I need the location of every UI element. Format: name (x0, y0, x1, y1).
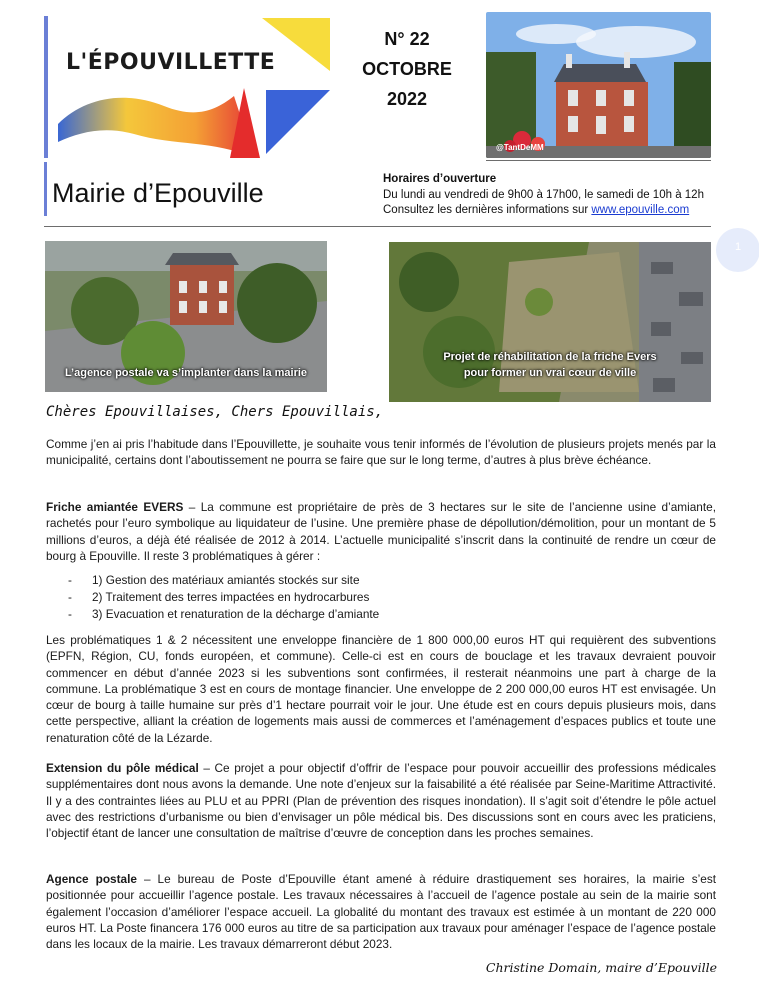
hours-line: Du lundi au vendredi de 9h00 à 17h00, le samedi de 10h à 12h (383, 188, 704, 201)
page-number-badge: 1 (716, 228, 759, 272)
postal-section (46, 871, 716, 952)
right-caption-line1: Projet de réhabilitation de la friche Evers (443, 351, 657, 363)
town-hall-illustration (486, 12, 711, 158)
medical-text: – Ce projet a pour objectif d’offrir de l’espace pour pouvoir accueillir des professions médicales supplémentaires dont nous avons la demande. Une note d’enjeux sur la faisabilité a été réalisée par Seine-Maritime Attractivité. Il y a des contraintes liées au PLU et au PPRI (Plan de prévention des risques inondation). Il s’agit soit d’étendre le pôle actuel avec des restrictions d’urbanisme ou bien d’envisager un pôle médical bis. Des discussions sont en cours avec les praticiens, l’objectif étant de lancer une consultation de maîtrise d’œuvre de conception dans les proches semaines. (46, 761, 716, 841)
blue-triangle (266, 90, 330, 154)
postal-agency-photo (45, 241, 327, 392)
postal-text: – Le bureau de Poste d’Epouville étant amené à réduire drastiquement ses horaires, la mairie s’est positionnée pour accueillir l’agence postale. Les travaux nécessaires à l’accueil de l’agence postale au sein de la mairie sont également l’occasion d’améliorer l’espace accueil. La globalité du montant des travaux est estimée à un montant de 220 000 euros HT. La Poste financera 176 000 euros au titre de sa participation aux travaux pour aménager l’espace de l’agence postale dans les locaux de la mairie. Les travaux démarreront début 2023. (46, 872, 717, 952)
postal-heading: Agence postale (46, 872, 137, 886)
friche-heading: Friche amiantée EVERS (46, 500, 184, 514)
greeting: Chères Epouvillaises, Chers Epouvillais, (46, 404, 384, 420)
page-title: Mairie d’Epouville (52, 178, 264, 208)
town-hall-photo (486, 12, 711, 158)
photo-credit: @TantDeMM (496, 143, 544, 152)
hours-heading: Horaires d’ouverture (383, 173, 497, 185)
issue-info (352, 24, 462, 114)
color-sweep (58, 96, 254, 158)
right-caption-line2: pour former un vrai cœur de ville (463, 367, 637, 379)
issue-year: 2022 (386, 89, 428, 109)
intro-text: Comme j’en ai pris l’habitude dans l’Epouvillette, je souhaite vous tenir informés de l’évolution de plusieurs projets menés par la municipalité, certains dont l’aboutissement ne pourra se faire que sur le long terme, d’autres à plus brève échéance. (46, 437, 716, 468)
newsletter-logo (44, 16, 332, 158)
logo-title: L'ÉPOUVILLETTE (66, 50, 276, 75)
intro-paragraph (46, 436, 716, 469)
problems-text: Les problématiques 1 & 2 nécessitent une enveloppe financière de 1 800 000,00 euros HT qui requièrent des subventions (EPFN, Région, CU, fonds européen, et commune). Celle-ci est en cours de bouclage et les travaux devraient pouvoir commencer en début d’année 2023 si les subventions sont confirmées, il resterait néanmoins une part à charge de la commune. La problématique 3 est en cours de montage financier. Une enveloppe de 2 200 000,00 euros HT est envisagée. Un cœur de bourg à taille humaine sur près d’1 hectare pourrait voir le jour. Une étude est en cours depuis plusieurs mois, dans cette perspective, alliant la création de logements mais aussi de commerces et l’aménagement d’espaces publics et toute une renaturation côté de la Lézarde. (46, 633, 716, 745)
list-item: - 1) Gestion des matériaux amiantés stockés sur site (46, 572, 716, 589)
list-item: - 2) Traitement des terres impactées en hydrocarbures (46, 589, 716, 606)
signature: Christine Domain, maire d’Epouville (485, 960, 717, 975)
issue-month: OCTOBRE (362, 59, 452, 79)
opening-hours (383, 172, 704, 219)
medical-section (46, 760, 716, 841)
info-prefix: Consultez les dernières informations sur (383, 204, 592, 216)
problems-list (46, 572, 716, 623)
friche-evers-photo (389, 242, 711, 402)
issue-number: N° 22 (384, 29, 430, 49)
problems-paragraph (46, 632, 716, 746)
list-item: - 3) Evacuation et renaturation de la décharge d’amiante (46, 606, 716, 623)
friche-text: – La commune est propriétaire de près de 3 hectares sur le site de l’ancienne usine d’amiante, rachetés pour l’euro symbolique au liquidateur de l’usine. Une première phase de dépollution/démolition, pour un montant de 5 millions d’euros, a déjà été réalisée de 2012 à 2014. L’actuelle municipalité s’inscrit dans la continuité de rendre un cœur de bourg à Epouville. Il reste 3 problématiques à gérer : (46, 500, 716, 563)
logo-artwork (44, 16, 332, 158)
right-photo-caption (389, 349, 711, 381)
header-rule (486, 160, 711, 161)
website-link[interactable]: www.epouville.com (591, 204, 690, 216)
title-rule (44, 226, 711, 227)
left-photo-caption: L’agence postale va s’implanter dans la mairie (64, 367, 308, 379)
medical-heading: Extension du pôle médical (46, 761, 199, 775)
friche-section (46, 499, 716, 564)
title-accent-bar (44, 162, 47, 216)
